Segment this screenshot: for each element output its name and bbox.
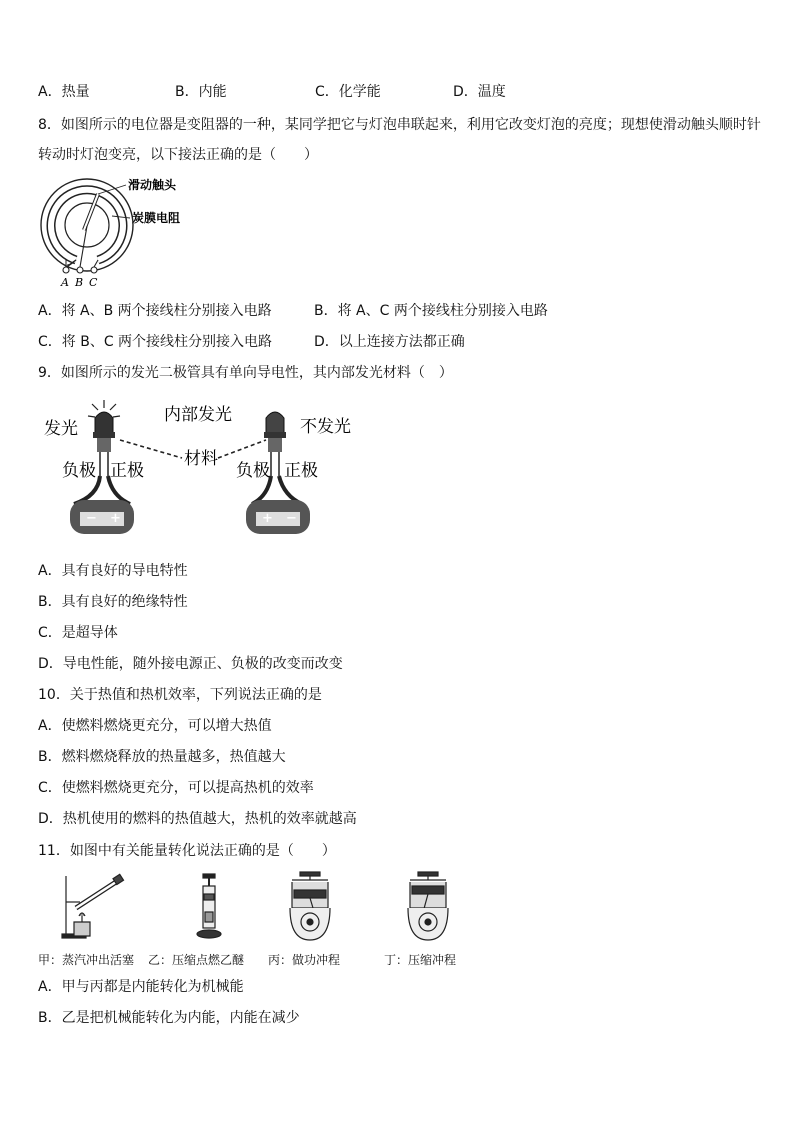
label-positive-left: 正极: [110, 461, 144, 481]
q8-option-a: A．将 A、B 两个接线柱分别接入电路: [38, 303, 272, 319]
caption-yi: 乙：压缩点燃乙醚: [148, 953, 245, 967]
q8-option-c: C．将 B、C 两个接线柱分别接入电路: [38, 334, 273, 350]
q9-option-b: B．具有良好的绝缘特性: [38, 594, 188, 610]
q9-option-a: A．具有良好的导电特性: [38, 563, 188, 579]
q9-option-c: C．是超导体: [38, 625, 118, 641]
label-carbon-film: 炭膜电阻: [132, 211, 181, 225]
q9-option-d: D．导电性能，随外接电源正、负极的改变而改变: [38, 656, 343, 672]
minus-right: −: [286, 511, 297, 526]
terminal-a-label: A: [61, 276, 69, 289]
label-unlit: 不发光: [300, 417, 351, 437]
q10-stem: 10．关于热值和热机效率，下列说法正确的是: [38, 687, 322, 703]
q8-stem-line1: 8．如图所示的电位器是变阻器的一种，某同学把它与灯泡串联起来，利用它改变灯泡的亮度；现想使滑动触头顺时针: [38, 117, 761, 133]
q8-option-b: B．将 A、C 两个接线柱分别接入电路: [314, 303, 548, 319]
label-inner-material-line2: 材料: [184, 449, 218, 469]
q7-option-c: C．化学能: [315, 84, 381, 100]
plus-right: +: [262, 511, 273, 526]
q10-option-b: B．燃料燃烧释放的热量越多，热值越大: [38, 749, 286, 765]
q11-option-b: B．乙是把机械能转化为内能，内能在减少: [38, 1010, 300, 1026]
q10-option-a: A．使燃料燃烧更充分，可以增大热值: [38, 718, 272, 734]
q10-option-c: C．使燃料燃烧更充分，可以提高热机的效率: [38, 780, 314, 796]
terminal-b: [77, 267, 83, 273]
q10-option-d: D．热机使用的燃料的热值越大，热机的效率就越高: [38, 811, 357, 827]
terminal-a: [63, 267, 69, 273]
label-slider: 滑动触头: [128, 178, 177, 192]
q7-option-a: A．热量: [38, 84, 90, 100]
terminal-c: [91, 267, 97, 273]
figure-ding: [408, 872, 448, 940]
terminal-c-label: C: [89, 276, 98, 289]
energy-figures: [60, 872, 480, 944]
connector-right: [218, 440, 266, 458]
label-lit: 发光: [44, 419, 78, 439]
caption-bing: 丙：做功冲程: [268, 953, 341, 967]
figure-bing: [290, 872, 330, 940]
terminal-b-label: B: [75, 276, 84, 289]
label-negative-right: 负极: [236, 461, 270, 481]
label-positive-right: 正极: [284, 461, 318, 481]
plus-left: +: [110, 511, 121, 526]
label-negative-left: 负极: [62, 461, 96, 481]
potentiometer-figure: [36, 174, 206, 290]
connector-left: [120, 440, 182, 458]
caption-ding: 丁：压缩冲程: [384, 953, 457, 967]
q8-option-d: D．以上连接方法都正确: [314, 334, 465, 350]
caption-jia: 甲：蒸汽冲出活塞: [38, 953, 135, 967]
figure-yi: [197, 874, 221, 938]
label-inner-material-line1: 内部发光: [164, 405, 232, 425]
q11-stem: 11．如图中有关能量转化说法正确的是（ ）: [38, 843, 336, 859]
q9-stem: 9．如图所示的发光二极管具有单向导电性，其内部发光材料（ ）: [38, 365, 453, 381]
q11-option-a: A．甲与丙都是内能转化为机械能: [38, 979, 244, 995]
q8-stem-line2: 转动时灯泡变亮，以下接法正确的是（ ）: [38, 147, 318, 163]
figure-jia: [62, 874, 124, 938]
minus-left: −: [86, 511, 97, 526]
led-figure: [40, 396, 351, 548]
q7-option-d: D．温度: [453, 84, 506, 100]
q7-option-b: B．内能: [175, 84, 227, 100]
